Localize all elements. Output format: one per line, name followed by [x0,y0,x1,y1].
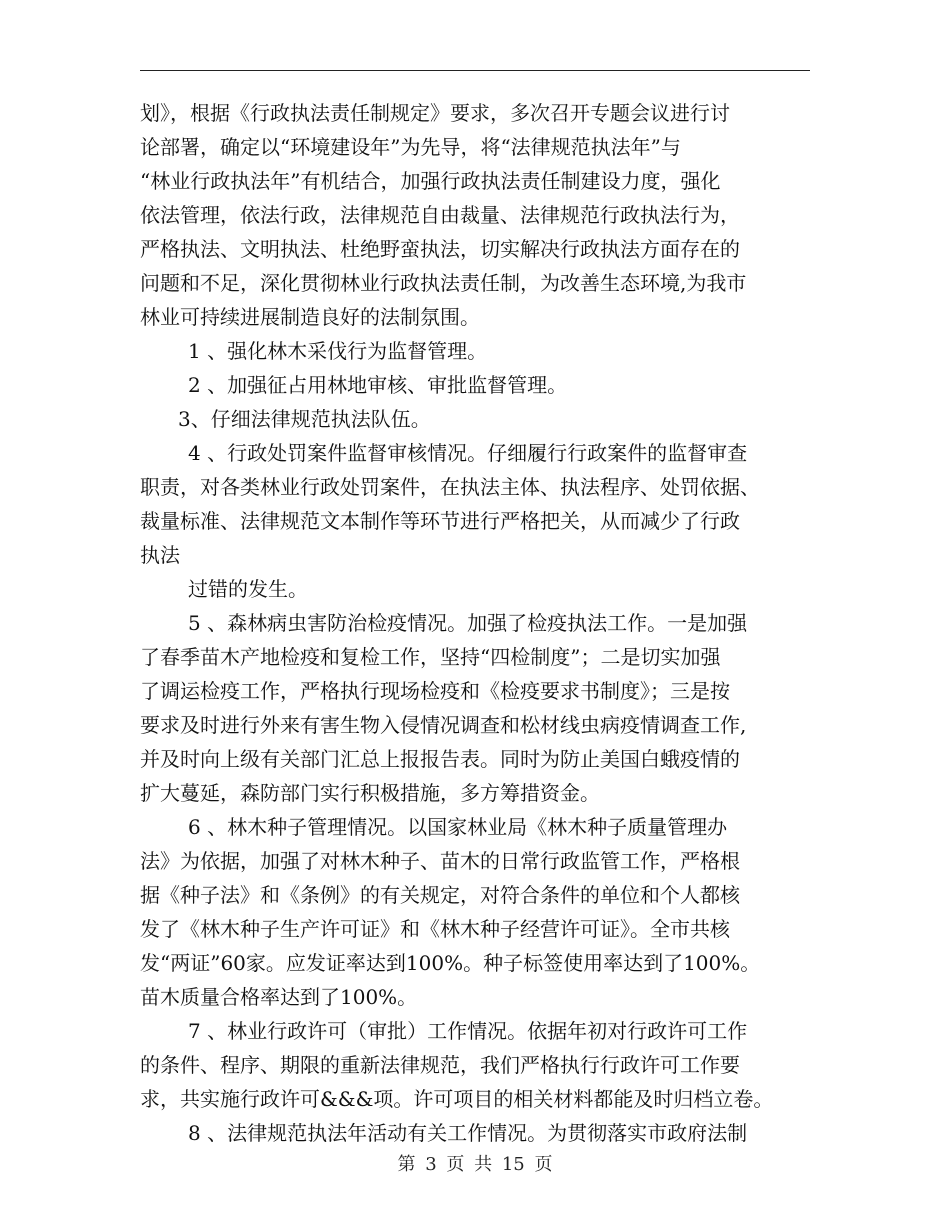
text-line: 林业可持续进展制造良好的法制氛围。 [140,305,480,329]
list-item-8: 8 、法律规范执法年活动有关工作情况。为贯彻落实市政府法制 [188,1121,748,1145]
text-line: 发“两证”60家。应发证率达到100%。种子标签使用率达到了100%。 [140,951,761,975]
text-line: 发了《林木种子生产许可证》和《林木种子经营许可证》。全市共核 [140,917,730,941]
text-line: 求，共实施行政许可&&&项。许可项目的相关材料都能及时归档立卷。 [140,1087,774,1111]
page-number-footer: 第 3 页 共 15 页 [397,1154,553,1175]
text-line: 并及时向上级有关部门汇总上报报告表。同时为防止美国白蛾疫情的 [140,747,740,771]
text-line: 执法 [140,543,180,567]
text-line: 过错的发生。 [188,577,308,601]
list-item-5: 5 、森林病虫害防治检疫情况。加强了检疫执法工作。一是加强 [188,611,748,635]
text-line: 问题和不足，深化贯彻林业行政执法责任制，为改善生态环境,为我市 [140,271,747,295]
text-line: 了春季苗木产地检疫和复检工作，坚持“四检制度”；二是切实加强 [140,645,721,669]
list-item-2: 2 、加强征占用林地审核、审批监督管理。 [188,373,568,397]
list-item-4: 4 、行政处罚案件监督审核情况。仔细履行行政案件的监督审查 [188,441,748,465]
document-body [140,96,810,1150]
text-line: 划》，根据《行政执法责任制规定》要求，多次召开专题会议进行讨 [140,101,730,125]
text-line: 依法管理，依法行政，法律规范自由裁量、法律规范行政执法行为， [140,203,740,227]
text-line: 的条件、程序、期限的重新法律规范，我们严格执行行政许可工作要 [140,1053,740,1077]
list-item-1: 1 、强化林木采伐行为监督管理。 [188,339,488,363]
text-line: 法》为依据，加强了对林木种子、苗木的日常行政监管工作，严格根 [140,849,740,873]
text-line: 论部署，确定以“环境建设年”为先导，将“法律规范执法年”与 [140,135,681,159]
text-line: 要求及时进行外来有害生物入侵情况调查和松材线虫病疫情调查工作, [140,713,747,737]
text-line: 扩大蔓延，森防部门实行积极措施，多方筹措资金。 [140,781,600,805]
text-line: 裁量标准、法律规范文本制作等环节进行严格把关，从而减少了行政 [140,509,740,533]
list-item-3: 3、仔细法律规范执法队伍。 [178,407,431,431]
text-line: 苗木质量合格率达到了100%。 [140,985,418,1009]
text-line: 职责，对各类林业行政处罚案件，在执法主体、执法程序、处罚依据、 [140,475,760,499]
list-item-7: 7 、林业行政许可（审批）工作情况。依据年初对行政许可工作 [188,1019,748,1043]
text-line: 据《种子法》和《条例》的有关规定，对符合条件的单位和个人都核 [140,883,740,907]
header-rule [140,70,810,71]
text-line: “林业行政执法年”有机结合，加强行政执法责任制建设力度，强化 [140,169,721,193]
text-line: 严格执法、文明执法、杜绝野蛮执法，切实解决行政执法方面存在的 [140,237,740,261]
text-line: 了调运检疫工作，严格执行现场检疫和《检疫要求书制度》；三是按 [140,679,730,703]
list-item-6: 6 、林木种子管理情况。以国家林业局《林木种子质量管理办 [188,815,728,839]
